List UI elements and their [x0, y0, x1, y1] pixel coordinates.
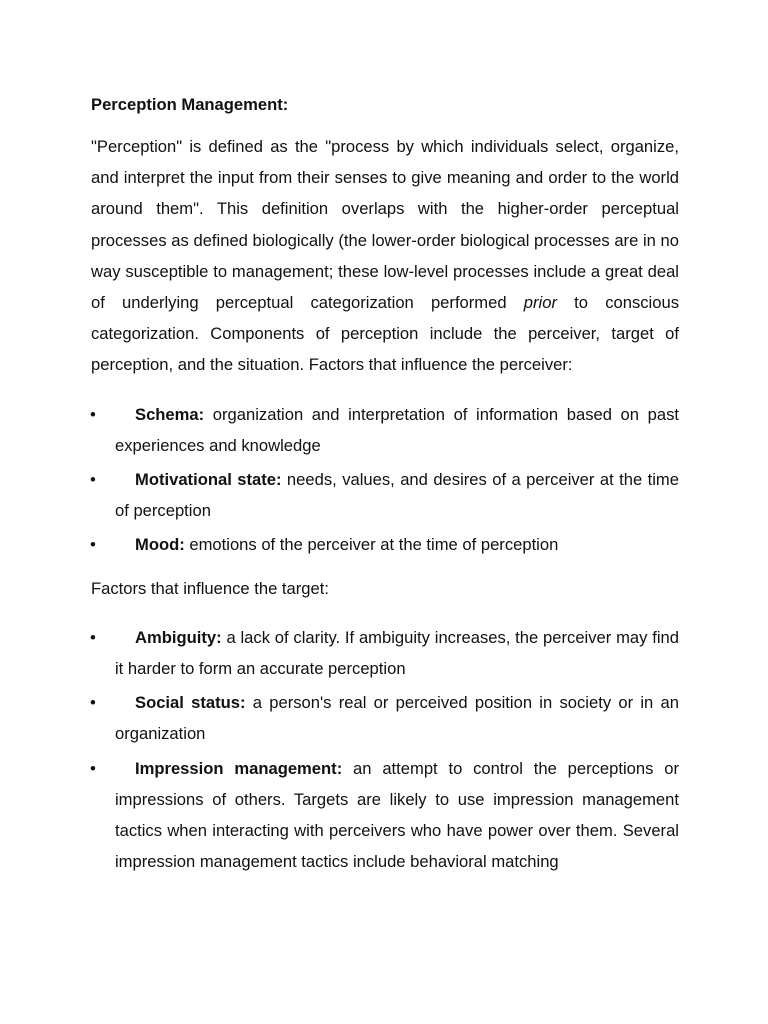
bullet-icon: •	[90, 758, 96, 778]
factor-text: a lack of clarity. If ambiguity increases, the perceiver may find it harder to form an accurate perception	[115, 627, 679, 679]
factor-term: Mood:	[135, 535, 185, 555]
factor-term: Motivational state:	[135, 470, 282, 490]
factor-term: Ambiguity:	[135, 627, 222, 647]
factor-term: Schema:	[135, 404, 205, 424]
factor-term: Social status:	[135, 693, 246, 713]
bullet-icon: •	[90, 535, 96, 555]
bullet-icon: •	[90, 404, 96, 424]
document-title: Perception Management:	[91, 95, 289, 114]
bullet-icon: •	[90, 627, 96, 647]
list-item	[91, 399, 679, 461]
list-item	[91, 687, 679, 749]
intro-text-part1: "Perception" is defined as the "process by which individuals select, organize, and interpret the input from their senses to give meaning and order to the world around them". This definition overlaps with the higher-order perceptual processes as defined biologically (the lower-order biological processes are in no way susceptible to management; these low-level processes include a great deal of underlying perceptual categorization performed	[91, 137, 679, 313]
bullet-icon: •	[90, 693, 96, 713]
factor-text: organization and interpretation of information based on past experiences and knowledge	[115, 404, 679, 455]
intro-italic-word: prior	[523, 293, 557, 313]
list-item	[91, 529, 679, 560]
perceiver-factors-list	[91, 399, 679, 561]
target-factors-list	[91, 622, 679, 878]
factor-text: a person's real or perceived position in society or in an organization	[115, 693, 679, 744]
target-factors-heading: Factors that influence the target:	[91, 578, 329, 598]
factor-text: an attempt to control the perceptions or impressions of others. Targets are likely to use impression management tactics when interacting with perceivers who have power over them. Several impression management tactics include behavioral matching	[115, 758, 679, 872]
factor-text: emotions of the perceiver at the time of perception	[184, 535, 559, 555]
bullet-icon: •	[90, 470, 96, 490]
list-item	[91, 464, 679, 526]
intro-paragraph	[91, 131, 679, 381]
intro-text-part2: to conscious categorization. Components of perception include the perceiver, target of perception, and the situation. Factors that influence the perceiver:	[91, 293, 679, 375]
list-item	[91, 753, 679, 878]
list-item	[91, 622, 679, 684]
factor-term: Impression management:	[135, 758, 343, 778]
factor-text: needs, values, and desires of a perceiver at the time of perception	[115, 470, 679, 521]
